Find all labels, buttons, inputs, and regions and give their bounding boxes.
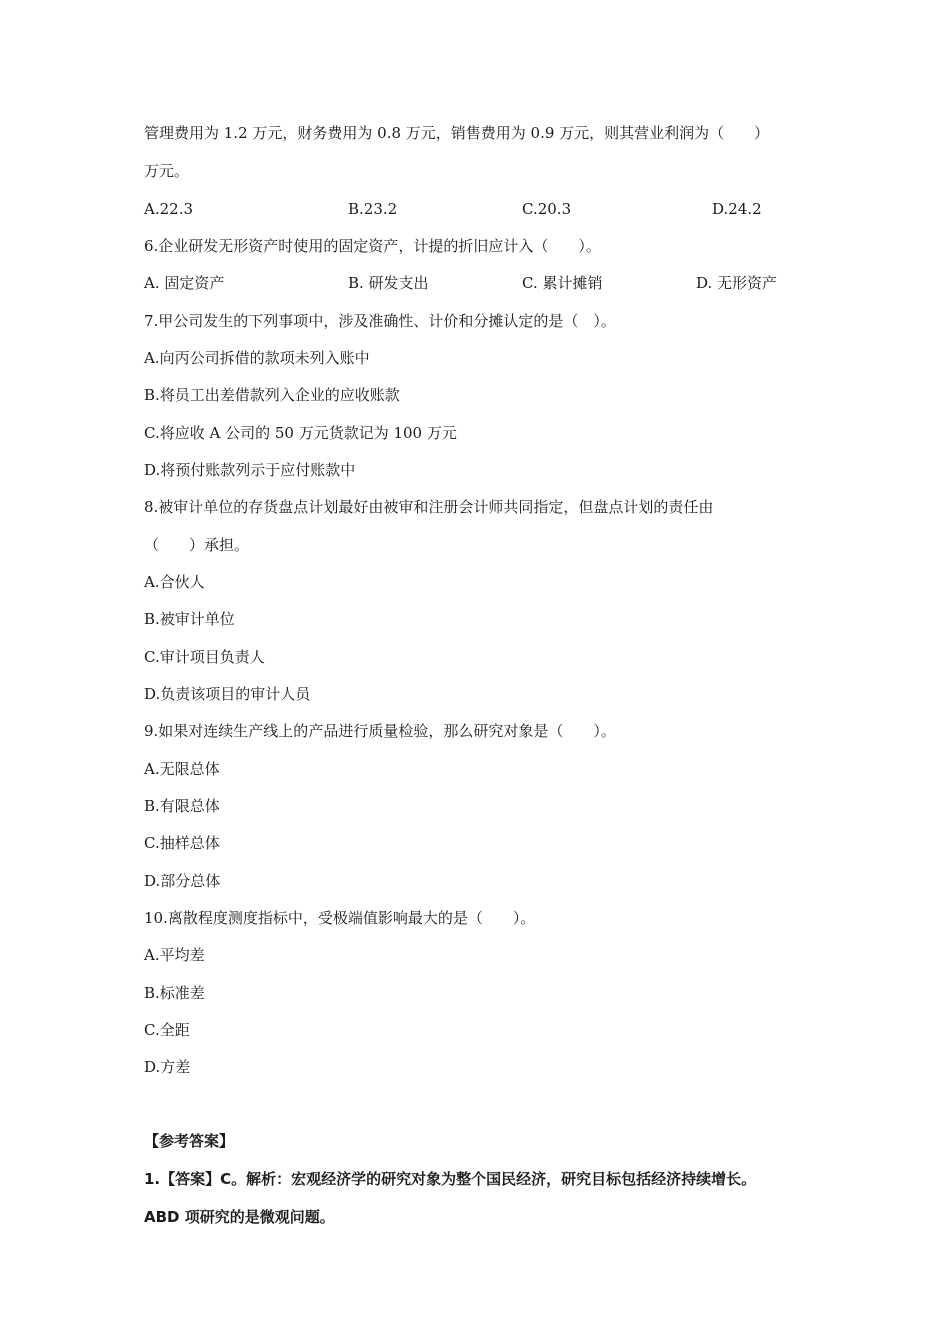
q7-option-c: C.将应收 A 公司的 50 万元货款记为 100 万元 bbox=[144, 424, 457, 442]
q6-option-c: C. 累计摊销 bbox=[522, 274, 603, 292]
q6-stem: 6.企业研发无形资产时使用的固定资产，计提的折旧应计入（ ）。 bbox=[144, 237, 601, 255]
q5-option-d: D.24.2 bbox=[712, 200, 762, 218]
q8-option-b: B.被审计单位 bbox=[144, 610, 235, 628]
q8-stem-line2: （ ）承担。 bbox=[144, 536, 250, 554]
q10-option-c: C.全距 bbox=[144, 1021, 190, 1039]
q9-option-a: A.无限总体 bbox=[144, 760, 220, 778]
q7-option-b: B.将员工出差借款列入企业的应收账款 bbox=[144, 386, 400, 404]
q5-option-c: C.20.3 bbox=[522, 200, 572, 218]
q8-stem-line1: 8.被审计单位的存货盘点计划最好由被审和注册会计师共同指定，但盘点计划的责任由 bbox=[144, 498, 714, 516]
q10-option-d: D.方差 bbox=[144, 1058, 191, 1076]
q8-option-d: D.负责该项目的审计人员 bbox=[144, 685, 311, 703]
answer-1-line2: ABD 项研究的是微观问题。 bbox=[144, 1208, 335, 1226]
answer-1-line1: 1.【答案】C。解析：宏观经济学的研究对象为整个国民经济，研究目标包括经济持续增长。 bbox=[144, 1170, 757, 1188]
q5-option-a: A.22.3 bbox=[144, 200, 193, 218]
q9-option-d: D.部分总体 bbox=[144, 872, 221, 890]
q6-option-a: A. 固定资产 bbox=[144, 274, 225, 292]
q10-option-a: A.平均差 bbox=[144, 946, 205, 964]
q5-stem-line1: 管理费用为 1.2 万元，财务费用为 0.8 万元，销售费用为 0.9 万元，则其营业利润为（ ） bbox=[144, 124, 770, 142]
q9-option-c: C.抽样总体 bbox=[144, 834, 220, 852]
q7-option-a: A.向丙公司拆借的款项未列入账中 bbox=[144, 349, 370, 367]
q5-stem-line2: 万元。 bbox=[144, 162, 190, 180]
q5-option-b: B.23.2 bbox=[348, 200, 398, 218]
q7-option-d: D.将预付账款列示于应付账款中 bbox=[144, 461, 356, 479]
q10-stem: 10.离散程度测度指标中，受极端值影响最大的是（ ）。 bbox=[144, 909, 536, 927]
q8-option-c: C.审计项目负责人 bbox=[144, 648, 265, 666]
q6-option-b: B. 研发支出 bbox=[348, 274, 429, 292]
q10-option-b: B.标准差 bbox=[144, 984, 205, 1002]
q7-stem: 7.甲公司发生的下列事项中，涉及准确性、计价和分摊认定的是（ ）。 bbox=[144, 312, 616, 330]
q6-option-d: D. 无形资产 bbox=[696, 274, 778, 292]
q9-stem: 9.如果对连续生产线上的产品进行质量检验，那么研究对象是（ ）。 bbox=[144, 722, 616, 740]
q9-option-b: B.有限总体 bbox=[144, 797, 220, 815]
q8-option-a: A.合伙人 bbox=[144, 573, 205, 591]
answers-heading: 【参考答案】 bbox=[144, 1132, 235, 1150]
